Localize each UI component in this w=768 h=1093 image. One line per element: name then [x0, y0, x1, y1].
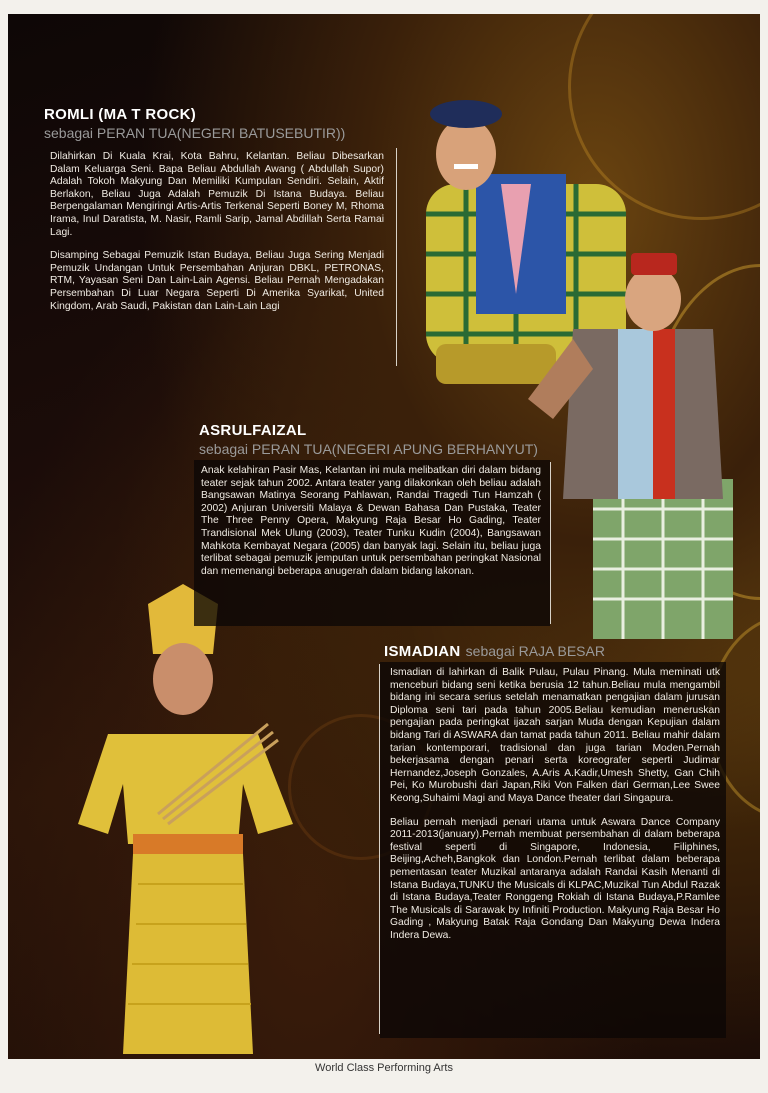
divider-line — [396, 148, 397, 366]
asrulfaizal-name: ASRULFAIZAL — [199, 422, 307, 439]
ismadian-heading — [384, 641, 605, 660]
romli-name: ROMLI (MA T ROCK) — [44, 106, 197, 123]
romli-role: sebagai PERAN TUA(NEGERI BATUSEBUTIR)) — [44, 125, 346, 141]
ismadian-name: ISMADIAN — [384, 643, 461, 660]
ismadian-photo — [68, 584, 308, 1059]
divider-line — [550, 462, 551, 624]
page-footer: World Class Performing Arts — [315, 1062, 453, 1074]
asrulfaizal-bio-paragraph-1: Anak kelahiran Pasir Mas, Kelantan ini mula melibatkan diri dalam bidang teater sejak tahun 2002. Antara teater yang dilakonkan oleh beliau adalah Bangsawan Matinya Seorang Pahlawan, Randai Tragedi Tun Hamzah ( 2002) Anjuran Universiti Malaya & Dewan Bahasa Dan Pustaka, Teater The Three Penny Opera, Makyung Raja Besar Ho Gading, Teater Trandisional Mek Ulung (2003), Teater Tunku Kudin (2004), Bangsawan Mahkota Kembayat Negara (2005) dan banyak lagi. Selain itu, beliau juga terlibat sebagai pemuzik jemputan untuk persembahan peringkat Nasional dan memenangi beberapa anugerah dalam bidang lakonan. — [201, 465, 541, 577]
asrulfaizal-role: sebagai PERAN TUA(NEGERI APUNG BERHANYUT) — [199, 441, 538, 457]
romli-bio — [50, 151, 384, 324]
ismadian-bio-paragraph-1: Ismadian di lahirkan di Balik Pulau, Pulau Pinang. Mula meminati utk menceburi bidang seni ketika berusia 12 tahun.Beliau mula mengambil bidang ini secara serius setelah menamatkan pengajian dalam jurusan Diploma seni tari pada tahun 2005.Beliau kemudian meneruskan pengajian pada peringkat ijazah sarjan Muda dengan Kepujian dalam bidang Tari di ASWARA dan tamat pada tahun 2011. Beliau mahir dalam tarian kontemporari, tradisional dan juga tarian Moden.Pernah bekerjasama dengan penari serta koreografer seperti Judimar Hernandez,Joseph Gonzales, A.Aris A.Kadir,Umesh Shetty, Gan Chih Pei, Ko Murobushi dari Japan,Riki Von Falken dari German,Lee Swee Keong,Suhaimi Magi and Maya Dance theater dari Singapura. — [390, 667, 720, 804]
ismadian-bio — [390, 667, 720, 953]
ismadian-bio-paragraph-2: Beliau pernah menjadi penari utama untuk Aswara Dance Company 2011-2013(january).Pernah membuat persembahan di dalam beberapa festival seperti di Singapore, Indonesia, Filiphines, Beijing,Acheh,Bangkok dan London.Pernah terlibat dalam beberapa pementasan teater Muzikal antaranya adalah Randai Kasih Menanti di Istana Budaya,TUNKU the Musicals di KLPAC,Muzikal Tun Abdul Razak di Istana Budaya,Teater Ronggeng Rokiah di Istana Budaya,P.Ramlee The Musicals di Sarawak by Infiniti Production. Makyung Raja Besar Ho Gading , Makyung Batak Raja Gondang Dan Makyung Dewa Indera Indera Dewa. — [390, 816, 720, 941]
ismadian-role: sebagai RAJA BESAR — [465, 643, 605, 659]
divider-line — [379, 664, 380, 1034]
romli-bio-paragraph-1: Dilahirkan Di Kuala Krai, Kota Bahru, Kelantan. Beliau Dibesarkan Dalam Keluarga Seni. Bapa Beliau Abdullah Awang ( Abdullah Supor) Adalah Tokoh Makyung Dan Memiliki Kumpulan Sendiri. Selain, Aktif Berlakon, Beliau Juga Adalah Pemuzik Di Istana Budaya. Beliau Berpengalaman Mengiringi Artis-Artis Terkenal Seperti Boney M, Rhoma Irama, Inul Daratista, M. Nasir, Ramli Sarip, Jamal Abdillah Serta Ramai Lagi. — [50, 151, 384, 238]
romli-bio-paragraph-2: Disamping Sebagai Pemuzik Istan Budaya, Beliau Juga Sering Menjadi Pemuzik Undangan Untuk Persembahan Anjuran DBKL, PETRONAS, RTM, Yayasan Seni Dan Lain-Lain Agensi. Beliau Pernah Mengadakan Persembahan Di Luar Negara Seperti Di Amerika Syarikat, United Kingdom, Arab Saudi, Pakistan dan Lain-Lain Lagi — [50, 250, 384, 312]
asrulfaizal-photo — [523, 239, 748, 644]
asrulfaizal-bio — [201, 465, 541, 589]
brochure-page — [8, 14, 760, 1059]
